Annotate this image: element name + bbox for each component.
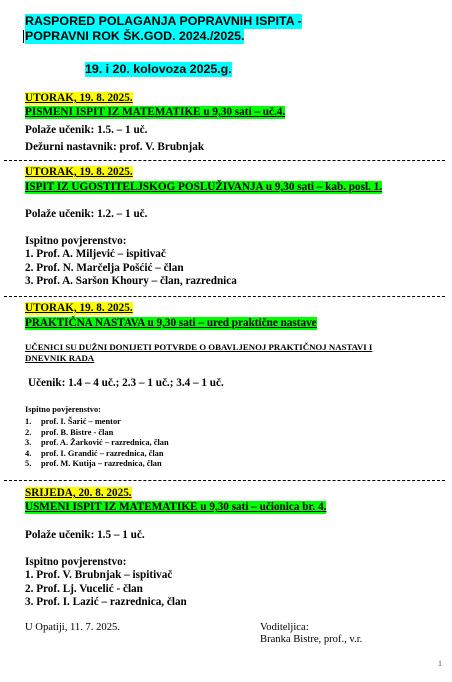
- section3-date: UTORAK, 19. 8. 2025.: [25, 302, 133, 314]
- list-item: 5. prof. M. Kutija – razrednica, član: [25, 459, 162, 468]
- dashed-separator-2: [4, 296, 445, 297]
- section3-committee-list: [25, 417, 169, 470]
- section3-note-line-1: UČENICI SU DUŽNI DONIJETI POTVRDE O OBAVLJENOJ PRAKTIČNOJ NASTAVI I: [25, 342, 373, 352]
- section3-note-line-2: DNEVNIK RADA: [25, 353, 95, 363]
- list-item: 1. prof. I. Šarić – mentor: [25, 417, 121, 426]
- title-line-1: RASPORED POLAGANJA POPRAVNIH ISPITA -: [25, 14, 302, 28]
- list-item: 2. Prof. Lj. Vucelić - član: [25, 582, 143, 595]
- section4-date: SRIJEDA, 20. 8. 2025.: [25, 487, 132, 499]
- list-item: 2. Prof. N. Marčelja Pošćić – član: [25, 261, 184, 274]
- list-item: 2. prof. B. Bistre - član: [25, 427, 114, 437]
- section2-committee-label: Ispitno povjerenstvo:: [25, 235, 127, 247]
- dashed-separator-3: [4, 480, 445, 481]
- section4-students: Polaže učenik: 1.5 – 1 uč.: [25, 529, 145, 541]
- section4-exam: USMENI ISPIT IZ MATEMATIKE u 9,30 sati – učionica br. 4.: [25, 501, 327, 513]
- footer-signature-name: Branka Bistre, prof., v.r.: [260, 634, 363, 645]
- section3-exam: PRAKTIČNA NASTAVA u 9,30 sati – ured praktične nastave: [25, 317, 317, 329]
- footer-signature-title: Voditeljica:: [260, 622, 309, 633]
- list-item: 3. Prof. I. Lazić – razrednica, član: [25, 596, 187, 608]
- section1-proctor: Dežurni nastavnik: prof. V. Brubnjak: [25, 141, 205, 153]
- section1-exam: PISMENI ISPIT IZ MATEMATIKE u 9,30 sati – uč.4.: [25, 106, 286, 118]
- title-dates: 19. i 20. kolovoza 2025.g.: [85, 62, 232, 76]
- page-number: 1: [438, 659, 442, 668]
- section2-committee-list: [25, 248, 237, 289]
- section4-committee-label: Ispitno povjerenstvo:: [25, 556, 127, 568]
- footer-place-date: U Opatiji, 11. 7. 2025.: [25, 622, 120, 633]
- title-line-2: POPRAVNI ROK ŠK.GOD. 2024./2025.: [25, 29, 245, 43]
- section3-students: Učenik: 1.4 – 4 uč.; 2.3 – 1 uč.; 3.4 – 1 uč.: [28, 377, 224, 389]
- section3-committee-label: Ispitno povjerenstvo:: [25, 405, 101, 414]
- section2-exam: ISPIT IZ UGOSTITELJSKOG POSLUŽIVANJA u 9,30 sati – kab. posl. 1.: [25, 181, 383, 193]
- section2-students: Polaže učenik: 1.2. – 1 uč.: [25, 208, 148, 220]
- list-item: 3. prof. A. Žarković – razrednica, član: [25, 438, 169, 447]
- section2-date: UTORAK, 19. 8. 2025.: [25, 166, 133, 178]
- section1-date: UTORAK, 19. 8. 2025.: [25, 92, 133, 104]
- list-item: 1. Prof. V. Brubnjak – ispitivač: [25, 569, 173, 581]
- list-item: 1. Prof. A. Miljević – ispitivač: [25, 248, 166, 260]
- section1-students: Polaže učenik: 1.5. – 1 uč.: [25, 124, 148, 136]
- list-item: 3. Prof. A. Saršon Khoury – član, razrednica: [25, 275, 237, 287]
- dashed-separator-1: [4, 160, 445, 161]
- section4-committee-list: [25, 569, 187, 610]
- list-item: 4. prof. I. Grandić – razrednica, član: [25, 448, 164, 458]
- text-cursor: [23, 30, 24, 43]
